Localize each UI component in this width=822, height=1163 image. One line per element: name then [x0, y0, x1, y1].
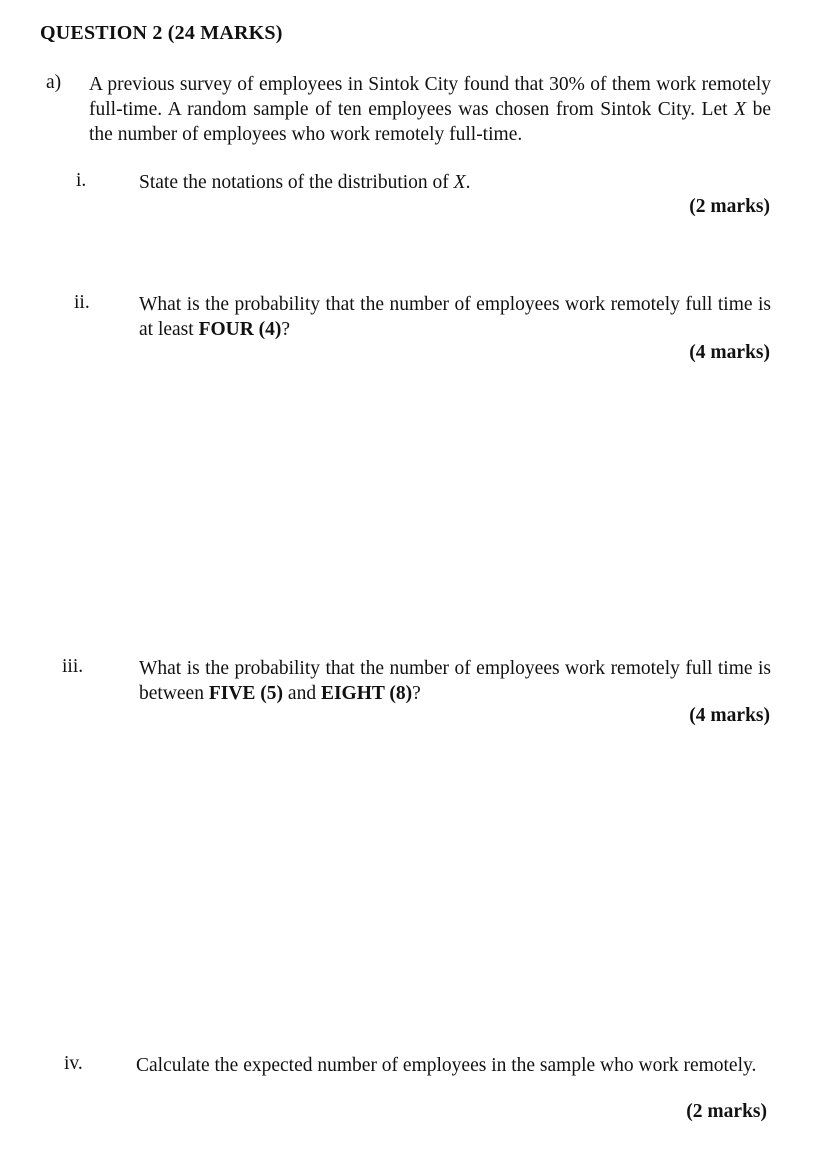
- sub-question-ii-bold-1: FOUR (4): [198, 319, 282, 340]
- sub-question-ii-label: ii.: [74, 292, 90, 313]
- sub-question-iv-marks: (2 marks): [686, 1101, 767, 1122]
- part-a-text-1: A previous survey of employees in Sintok City found that 30% of them work remotely full-time. A random sample of ten employees was chosen from Sintok City. Let: [89, 74, 771, 120]
- sub-question-ii-text-1: What is the probability that the number of employees work remotely full time is at least: [139, 294, 771, 340]
- sub-question-ii-text: [139, 292, 771, 342]
- sub-question-iii-text-2: and: [283, 683, 321, 704]
- question-title: QUESTION 2 (24 MARKS): [40, 22, 283, 44]
- part-a-label: a): [46, 72, 62, 93]
- sub-question-i-text-1: State the notations of the distribution of: [139, 172, 454, 193]
- sub-question-iii-bold-1: FIVE (5): [208, 683, 284, 704]
- sub-question-i-variable: X: [453, 172, 466, 193]
- sub-question-ii-text-2: ?: [281, 319, 291, 340]
- part-a-variable: X: [734, 99, 747, 120]
- sub-question-iii-bold-2: EIGHT (8): [320, 683, 413, 704]
- sub-question-i-marks: (2 marks): [689, 196, 770, 217]
- sub-question-iv-label: iv.: [64, 1053, 83, 1074]
- sub-question-iii-text-1: What is the probability that the number of employees work remotely full time is between: [139, 658, 771, 704]
- sub-question-iii-marks: (4 marks): [689, 705, 770, 726]
- sub-question-iv-text: Calculate the expected number of employees in the sample who work remotely.: [136, 1055, 757, 1076]
- part-a-text: [89, 72, 771, 147]
- sub-question-i-label: i.: [76, 170, 87, 191]
- sub-question-iii-text: [139, 656, 771, 706]
- sub-question-i-text-2: .: [465, 172, 471, 193]
- sub-question-iii-text-3: ?: [412, 683, 421, 704]
- sub-question-i-text: [139, 170, 771, 195]
- sub-question-iii-label: iii.: [62, 656, 84, 677]
- sub-question-ii-marks: (4 marks): [689, 342, 770, 363]
- part-a-text-2: be the number of employees who work remotely full-time.: [89, 99, 771, 145]
